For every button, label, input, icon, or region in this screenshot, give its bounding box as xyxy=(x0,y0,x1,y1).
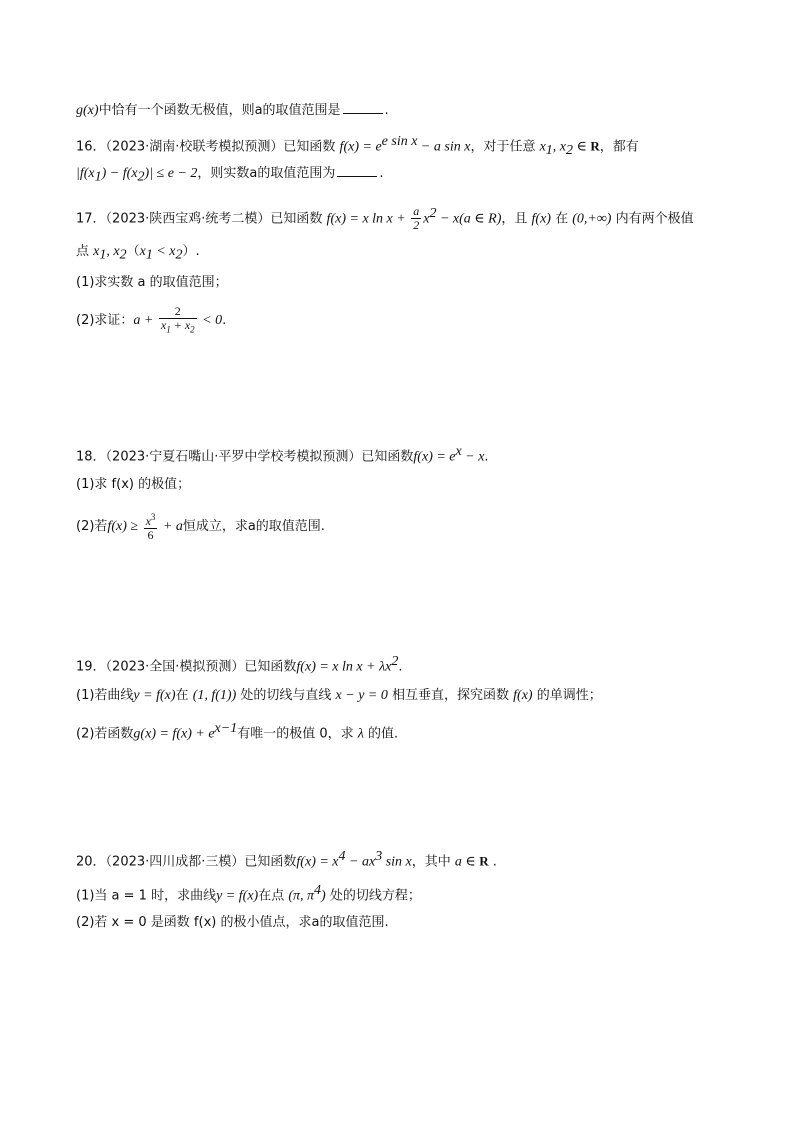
problem-20-part-2: (2)若 x = 0 是函数 f(x) 的极小值点，求a的取值范围. xyxy=(76,915,389,930)
problem-20-line-1: 20．（2023·四川成都·三模）已知函数$f(x) = x^4 - ax^3$ sin x，其中 a ∈ R . xyxy=(76,849,497,870)
answer-blank[interactable] xyxy=(343,101,383,114)
problem-19-part-1: (1)若曲线y = f(x)在 (1, f(1)) 处的切线与直线 x − y = 0 相互垂直，探究函数 f(x) 的单调性； xyxy=(76,688,602,703)
problem-16-line-1: 16．（2023·湖南·校联考模拟预测）已知函数 $f(x) = e^{e sin x} - a$ sin x，对于任意 $x_1$, $x_2$ ∈ R，都有 xyxy=(76,134,639,158)
problem-20-part-1: (1)当 a = 1 时，求曲线y = f(x)在点 (π, $\pi^4$) 处的切线方程； xyxy=(76,883,421,904)
problem-18-line-1: 18．（2023·宁夏石嘴山·平罗中学校考模拟预测）已知函数$f(x) = e^x - x$. xyxy=(76,444,489,465)
answer-blank[interactable] xyxy=(337,164,377,177)
problem-18-part-1: (1)求 f(x) 的极值； xyxy=(76,477,191,492)
problem-17-part-1: (1)求实数 a 的取值范围； xyxy=(76,275,228,290)
problem-17-part-2: (2)求证：a + $\frac{2}{x_1 + x_2}$ < 0. xyxy=(76,304,227,335)
problem-15-tail: g(x)中恰有一个函数无极值，则a的取值范围是 . xyxy=(76,103,389,118)
problem-16-line-2: $|f(x_1) - f(x_2)| \le e - 2$，则实数a的取值范围为 . xyxy=(76,166,384,185)
problem-17-line-2: 点 $x_1$, $x_2(x_1 < x_2)$. xyxy=(76,244,200,263)
problem-19-part-2: (2)若函数$g(x) = f(x) + e^{x-1}$有唯一的极值 0，求 λ 的值. xyxy=(76,721,399,742)
problem-18-part-2: (2)若f(x) ≥ $\frac{x^3}{6}$ + a恒成立，求a的取值范围. xyxy=(76,512,325,542)
problem-17-line-1: 17．（2023·陕西宝鸡·统考二模）已知函数 f(x) = x ln x + $\frac{a}{2}$ $x^2 - x(a$ ∈ R)，且 f(x) 在 (0,+∞) 内有两个极值 xyxy=(76,204,694,233)
problem-19-line-1: 19．（2023·全国·模拟预测）已知函数f(x) = x $\ln x + \lambda x^2$. xyxy=(76,654,403,675)
